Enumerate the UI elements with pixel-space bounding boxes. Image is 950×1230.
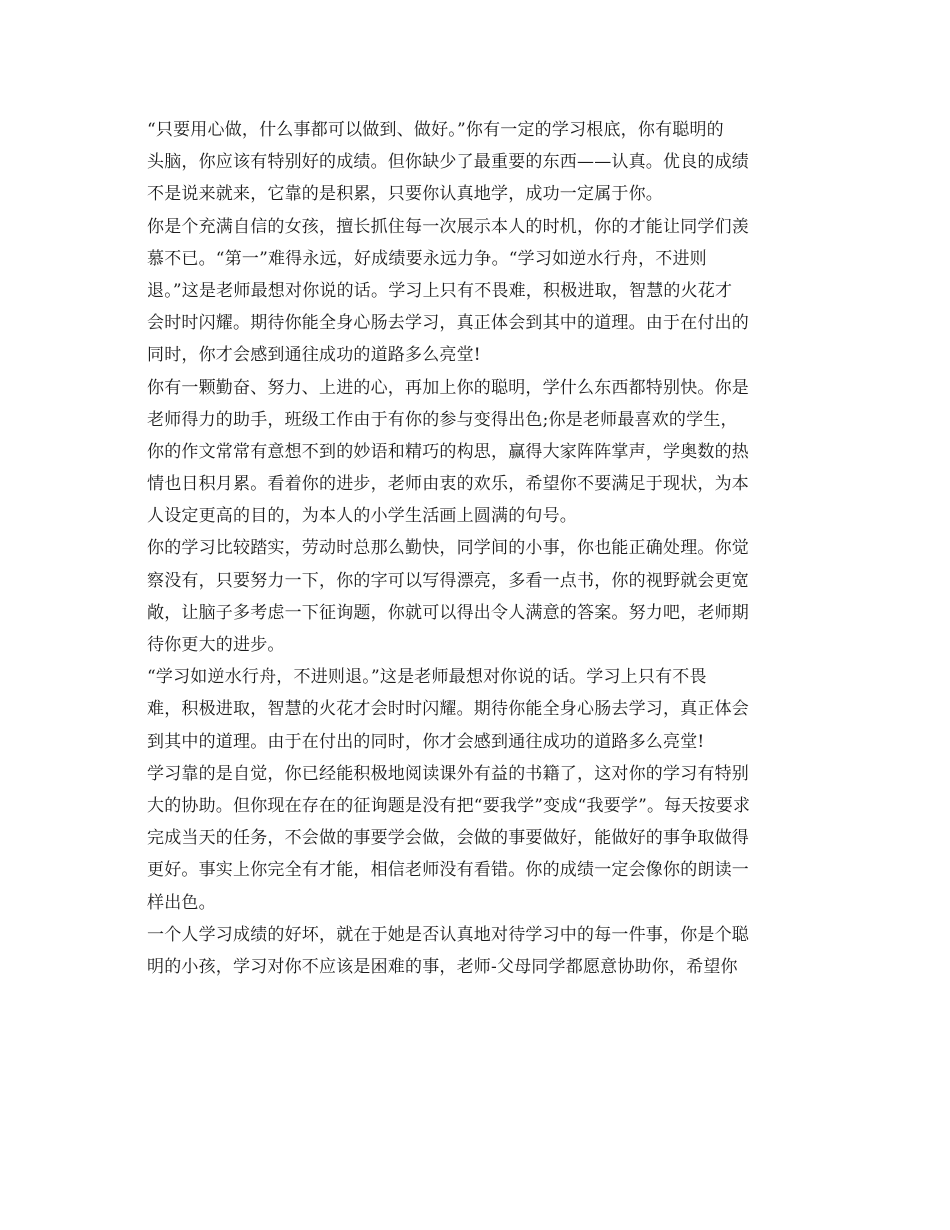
text-line: 同时，你才会感到通往成功的道路多么亮堂! <box>147 345 481 366</box>
body-text <box>147 114 807 983</box>
text-line: 不是说来就来，它靠的是积累，只要你认真地学，成功一定属于你。 <box>147 184 663 205</box>
text-line: 头脑，你应该有特别好的成绩。但你缺少了最重要的东西——认真。优良的成绩 <box>147 152 749 173</box>
text-line: 难，积极进取，智慧的火花才会时时闪耀。期待你能全身心肠去学习，真正体会 <box>147 699 749 720</box>
text-line: 大的协助。但你现在存在的征询题是没有把“要我学”变成“我要学”。每天按要求 <box>147 795 751 816</box>
text-line: 敞，让脑子多考虑一下征询题，你就可以得出令人满意的答案。努力吧，老师期 <box>147 602 749 623</box>
text-line: 慕不已。“第一”难得永远，好成绩要永远力争。“学习如逆水行舟，不进则 <box>147 248 707 269</box>
text-line: “只要用心做，什么事都可以做到、做好。”你有一定的学习根底，你有聪明的 <box>147 120 724 140</box>
text-line: 明的小孩，学习对你不应该是困难的事，老师-父母同学都愿意协助你，希望你 <box>147 956 738 977</box>
text-line: 你有一颗勤奋、努力、上进的心，再加上你的聪明，学什么东西都特别快。你是 <box>147 377 749 398</box>
text-line: 一个人学习成绩的好坏，就在于她是否认真地对待学习中的每一件事，你是个聪 <box>147 924 749 945</box>
text-line: 退。”这是老师最想对你说的话。学习上只有不畏难，积极进取，智慧的火花才 <box>147 280 733 301</box>
text-line: 你的作文常常有意想不到的妙语和精巧的构思，赢得大家阵阵掌声，学奥数的热 <box>147 441 749 462</box>
text-line: 样出色。 <box>147 892 216 913</box>
text-line: 会时时闪耀。期待你能全身心肠去学习，真正体会到其中的道理。由于在付出的 <box>147 313 749 334</box>
text-line: 你的学习比较踏实，劳动时总那么勤快，同学间的小事，你也能正确处理。你觉 <box>147 538 749 559</box>
text-line: 完成当天的任务，不会做的事要学会做，会做的事要做好，能做好的事争取做得 <box>147 828 749 849</box>
text-line: 察没有，只要努力一下，你的字可以写得漂亮，多看一点书，你的视野就会更宽 <box>147 570 749 591</box>
text-line: 学习靠的是自觉，你已经能积极地阅读课外有益的书籍了，这对你的学习有特别 <box>147 763 749 784</box>
text-line: 人设定更高的目的，为本人的小学生活画上圆满的句号。 <box>147 506 577 527</box>
text-line: 待你更大的进步。 <box>147 635 285 655</box>
text-line: 更好。事实上你完全有才能，相信老师没有看错。你的成绩一定会像你的朗读一 <box>147 860 749 881</box>
text-line: “学习如逆水行舟，不进则退。”这是老师最想对你说的话。学习上只有不畏 <box>147 667 707 688</box>
text-line: 情也日积月累。看着你的进步，老师由衷的欢乐，希望你不要满足于现状，为本 <box>147 474 749 495</box>
text-line: 你是个充满自信的女孩，擅长抓住每一次展示本人的时机，你的才能让同学们羡 <box>147 216 749 237</box>
text-line: 到其中的道理。由于在付出的同时，你才会感到通往成功的道路多么亮堂! <box>147 731 705 752</box>
text-line: 老师得力的助手，班级工作由于有你的参与变得出色;你是老师最喜欢的学生， <box>147 409 738 430</box>
